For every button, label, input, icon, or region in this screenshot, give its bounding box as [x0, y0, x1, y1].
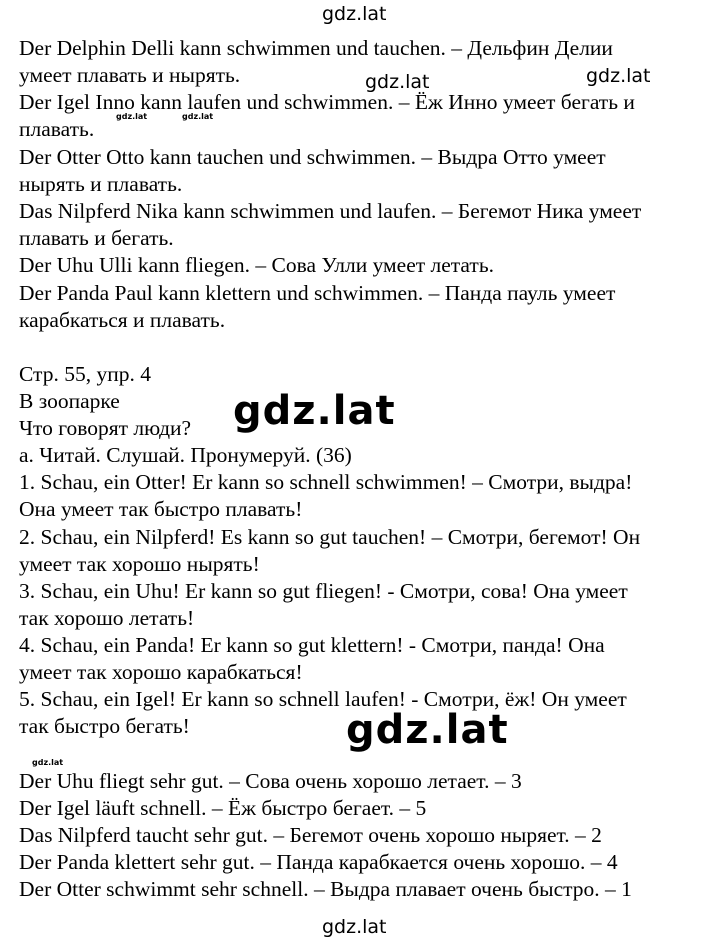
watermark-top: gdz.lat: [322, 3, 387, 25]
text-line: Der Delphin Delli kann schwimmen und tauchen. – Дельфин Делии: [19, 36, 613, 60]
text-line: Der Igel Inno kann laufen und schwimmen. – Ёж Инно умеет бегать и: [19, 90, 635, 114]
answer-line: Das Nilpferd taucht sehr gut. – Бегемот очень хорошо ныряет. – 2: [19, 823, 602, 847]
exercise-topic: В зоопарке: [19, 389, 120, 413]
exercise-line: 5. Schau, ein Igel! Er kann so schnell laufen! - Смотри, ёж! Он умеет: [19, 687, 627, 711]
exercise-line: 1. Schau, ein Otter! Er kann so schnell schwimmen! – Смотри, выдра!: [19, 470, 633, 494]
exercise-task: а. Читай. Слушай. Пронумеруй. (36): [19, 443, 352, 467]
exercise-line: умеет так хорошо карабкаться!: [19, 660, 303, 684]
exercise-line: так хорошо летать!: [19, 606, 195, 630]
text-line: плавать.: [19, 117, 95, 141]
answer-line: Der Otter schwimmt sehr schnell. – Выдра плавает очень быстро. – 1: [19, 877, 632, 901]
text-line: нырять и плавать.: [19, 172, 183, 196]
text-line: Der Panda Paul kann klettern und schwimmen. – Панда пауль умеет: [19, 281, 616, 305]
text-line: Der Otter Otto kann tauchen und schwimmen. – Выдра Отто умеет: [19, 145, 606, 169]
watermark-tiny-1: gdz.lat: [116, 112, 148, 121]
watermark-mid-left: gdz.lat: [365, 71, 430, 93]
text-line: умеет плавать и нырять.: [19, 63, 241, 87]
text-line: Der Uhu Ulli kann fliegen. – Сова Улли умеет летать.: [19, 253, 494, 277]
watermark-tiny-2: gdz.lat: [182, 112, 214, 121]
exercise-reference: Стр. 55, упр. 4: [19, 362, 151, 386]
watermark-bottom: gdz.lat: [322, 916, 387, 938]
exercise-line: 3. Schau, ein Uhu! Er kann so gut fliegen! - Смотри, сова! Она умеет: [19, 579, 628, 603]
text-line: карабкаться и плавать.: [19, 308, 226, 332]
answer-line: Der Uhu fliegt sehr gut. – Сова очень хорошо летает. – 3: [19, 769, 522, 793]
exercise-line: так быстро бегать!: [19, 714, 190, 738]
watermark-large-2: gdz.lat: [346, 707, 509, 753]
exercise-line: 4. Schau, ein Panda! Er kann so gut klettern! - Смотри, панда! Она: [19, 633, 605, 657]
exercise-line: умеет так хорошо нырять!: [19, 552, 260, 576]
answer-line: Der Panda klettert sehr gut. – Панда карабкается очень хорошо. – 4: [19, 850, 618, 874]
watermark-mid-right: gdz.lat: [586, 65, 651, 87]
answer-line: Der Igel läuft schnell. – Ёж быстро бегает. – 5: [19, 796, 427, 820]
watermark-large-1: gdz.lat: [233, 388, 396, 434]
exercise-question: Что говорят люди?: [19, 416, 192, 440]
text-line: Das Nilpferd Nika kann schwimmen und laufen. – Бегемот Ника умеет: [19, 199, 642, 223]
exercise-line: 2. Schau, ein Nilpferd! Es kann so gut tauchen! – Смотри, бегемот! Он: [19, 525, 641, 549]
exercise-line: Она умеет так быстро плавать!: [19, 497, 303, 521]
watermark-tiny-3: gdz.lat: [32, 758, 64, 767]
text-line: плавать и бегать.: [19, 226, 174, 250]
